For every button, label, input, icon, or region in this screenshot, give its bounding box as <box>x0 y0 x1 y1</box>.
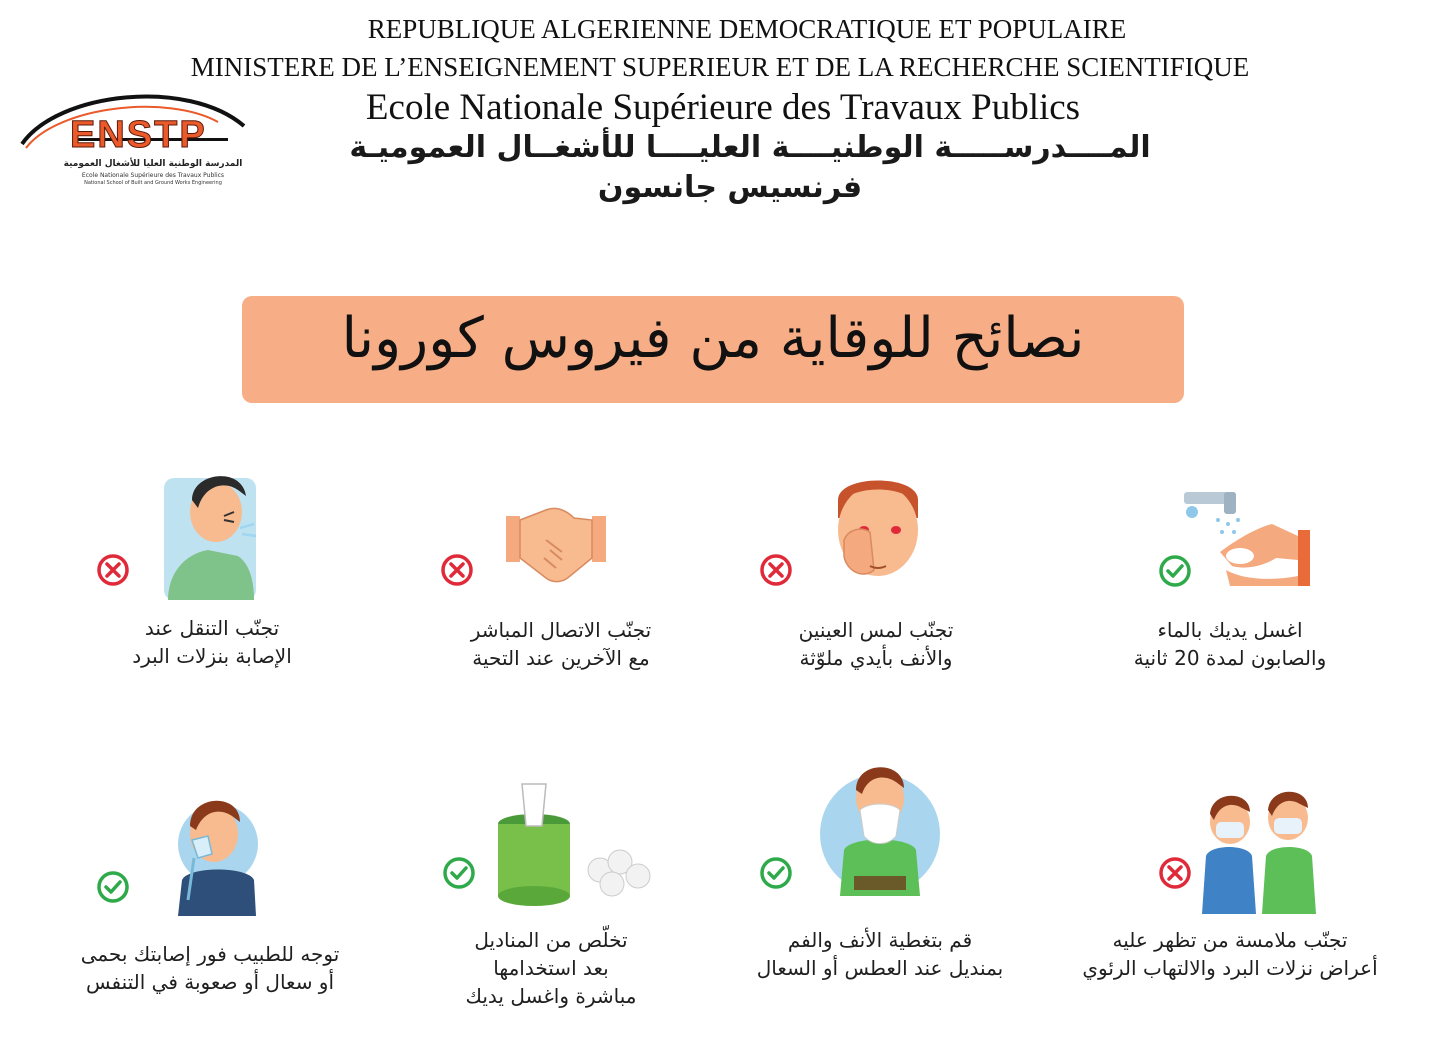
enstp-logo <box>18 86 250 198</box>
oxygen-mask-icon <box>168 788 260 916</box>
logo-english: National School of Built and Ground Works Engineering <box>84 180 222 186</box>
header-school-name-arabic: فرنسيس جانسون <box>597 170 863 205</box>
tip-text: تجنّب لمس العينين والأنف بأيدي ملوّثة <box>798 618 954 670</box>
header-republic: REPUBLIQUE ALGERIENNE DEMOCRATIQUE ET POPULAIRE <box>367 14 1127 44</box>
covering-nose-icon <box>818 756 942 896</box>
masked-kids-icon <box>1200 786 1324 914</box>
tip-avoid-face-touch <box>756 470 976 680</box>
header-ministry: MINISTERE DE L’ENSEIGNEMENT SUPERIEUR ET DE LA RECHERCHE SCIENTIFIQUE <box>190 52 1250 82</box>
tip-text: تجنّب التنقل عند الإصابة بنزلات البرد <box>132 616 292 668</box>
logo-arabic: المدرسة الوطنية العليا للأشغال العمومية <box>63 159 243 169</box>
tip-wash-hands <box>1120 480 1360 680</box>
tip-avoid-symptomatic-contact <box>1080 786 1380 992</box>
logo-french: Ecole Nationale Supérieure des Travaux Publics <box>81 172 225 179</box>
tip-text: تجنّب ملامسة من تظهر عليه أعراض نزلات البرد والالتهاب الرئوي <box>1082 928 1378 980</box>
cross-icon <box>1158 856 1192 890</box>
tissue-box-icon <box>496 780 658 906</box>
sick-person-icon <box>164 464 260 600</box>
check-icon <box>759 856 793 890</box>
hand-washing-icon <box>1180 486 1310 586</box>
header-school-arabic: المــــدرســـــة الوطنيــــة العليــــا للأشغــال العموميـة <box>349 130 1151 165</box>
tip-text: اغسل يديك بالماء والصابون لمدة 20 ثانية <box>1133 618 1327 670</box>
face-touching-icon <box>830 470 926 594</box>
tip-text: قم بتغطية الأنف والفم بمنديل عند العطس أو السعال <box>756 928 1004 980</box>
cross-icon <box>96 553 130 587</box>
tip-text: تخلّص من المناديل بعد استخدامها مباشرة واغسل يديك <box>465 928 637 1008</box>
logo-acronym: ENSTP <box>70 114 207 156</box>
check-icon <box>96 870 130 904</box>
tip-avoid-handshake <box>436 490 666 680</box>
handshake-icon <box>506 496 606 588</box>
banner-title: نصائح للوقاية من فيروس كورونا <box>341 306 1085 371</box>
title-banner <box>242 296 1184 403</box>
check-icon <box>442 856 476 890</box>
tip-cover-nose-mouth <box>750 756 1010 992</box>
tip-see-doctor <box>70 770 350 1000</box>
tip-text: توجه للطبيب فور إصابتك بحمى أو سعال أو صعوبة في التنفس <box>80 942 340 994</box>
header-school: Ecole Nationale Supérieure des Travaux Publics <box>365 87 1081 128</box>
cross-icon <box>759 553 793 587</box>
tip-text: تجنّب الاتصال المباشر مع الآخرين عند التحية <box>470 618 652 670</box>
tip-dispose-tissues <box>436 780 666 1020</box>
tip-avoid-travel-when-sick <box>92 464 312 680</box>
cross-icon <box>440 553 474 587</box>
